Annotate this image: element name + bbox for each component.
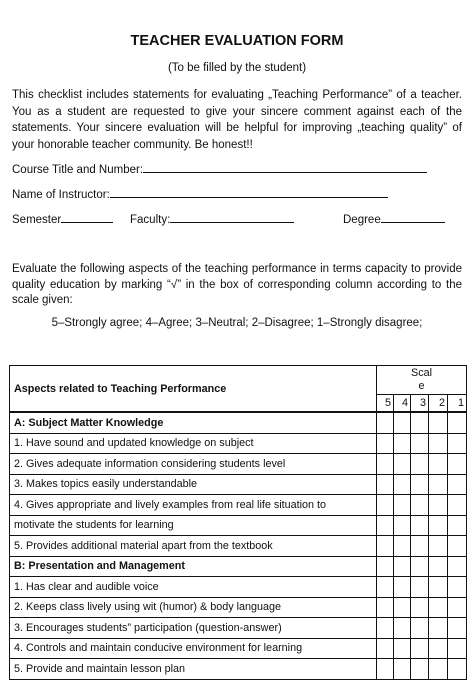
rating-cell[interactable] xyxy=(448,638,467,659)
rating-cell[interactable] xyxy=(394,495,411,516)
course-field[interactable] xyxy=(12,161,427,176)
rating-cell[interactable] xyxy=(448,577,467,598)
scale-value: 4 xyxy=(394,395,411,413)
rating-cell[interactable] xyxy=(429,597,448,618)
table-row xyxy=(10,638,467,659)
rating-cell[interactable] xyxy=(448,454,467,475)
item-label: 3. Encourages students” participation (question-answer) xyxy=(10,618,377,639)
rating-cell[interactable] xyxy=(411,659,429,680)
scale-value: 5 xyxy=(377,395,394,413)
rating-cell[interactable] xyxy=(377,577,394,598)
section-row xyxy=(10,556,467,577)
scale-header xyxy=(377,366,467,395)
item-label: 2. Keeps class lively using wit (humor) & body language xyxy=(10,597,377,618)
rating-cell[interactable] xyxy=(429,556,448,577)
rating-cell[interactable] xyxy=(377,412,394,433)
rating-cell[interactable] xyxy=(411,454,429,475)
rating-cell[interactable] xyxy=(377,474,394,495)
rating-cell[interactable] xyxy=(377,433,394,454)
rating-cell[interactable] xyxy=(394,454,411,475)
rating-cell[interactable] xyxy=(411,597,429,618)
rating-cell[interactable] xyxy=(448,433,467,454)
rating-cell[interactable] xyxy=(394,412,411,433)
table-header-row xyxy=(10,366,467,395)
rating-cell[interactable] xyxy=(448,495,467,516)
rating-cell[interactable] xyxy=(448,412,467,433)
rating-cell[interactable] xyxy=(448,474,467,495)
rating-cell[interactable] xyxy=(429,618,448,639)
course-line[interactable] xyxy=(143,161,427,173)
rating-cell[interactable] xyxy=(411,577,429,598)
rating-cell[interactable] xyxy=(394,556,411,577)
item-label: motivate the students for learning xyxy=(10,515,377,536)
scale-value: 1 xyxy=(448,395,467,413)
rating-cell[interactable] xyxy=(411,536,429,557)
rating-cell[interactable] xyxy=(448,618,467,639)
scale-legend: 5–Strongly agree; 4–Agree; 3–Neutral; 2–Disagree; 1–Strongly disagree; xyxy=(51,317,423,329)
rating-cell[interactable] xyxy=(377,454,394,475)
item-label: 4. Gives appropriate and lively examples from real life situation to xyxy=(10,495,377,516)
degree-line[interactable] xyxy=(381,211,445,223)
rating-cell[interactable] xyxy=(377,638,394,659)
rating-cell[interactable] xyxy=(448,536,467,557)
rating-cell[interactable] xyxy=(429,412,448,433)
rating-cell[interactable] xyxy=(411,618,429,639)
rating-cell[interactable] xyxy=(394,638,411,659)
rating-cell[interactable] xyxy=(394,659,411,680)
section-a-title: A: Subject Matter Knowledge xyxy=(10,412,377,433)
table-row xyxy=(10,536,467,557)
faculty-label: Faculty: xyxy=(130,214,171,226)
rating-cell[interactable] xyxy=(429,495,448,516)
semester-label: Semester xyxy=(12,214,62,226)
rating-cell[interactable] xyxy=(377,515,394,536)
faculty-line[interactable] xyxy=(170,211,294,223)
section-b-title: B: Presentation and Management xyxy=(10,556,377,577)
item-label: 5. Provides additional material apart from the textbook xyxy=(10,536,377,557)
rating-cell[interactable] xyxy=(377,618,394,639)
rating-cell[interactable] xyxy=(448,659,467,680)
section-row xyxy=(10,412,467,433)
table-row xyxy=(10,577,467,598)
item-label: 1. Has clear and audible voice xyxy=(10,577,377,598)
table-row xyxy=(10,433,467,454)
semester-line[interactable] xyxy=(61,211,113,223)
scale-value: 2 xyxy=(429,395,448,413)
rating-cell[interactable] xyxy=(377,495,394,516)
rating-cell[interactable] xyxy=(429,577,448,598)
rating-cell[interactable] xyxy=(394,618,411,639)
item-label: 1. Have sound and updated knowledge on subject xyxy=(10,433,377,454)
rating-cell[interactable] xyxy=(448,556,467,577)
scale-header-line1: Scal xyxy=(411,367,433,379)
degree-field[interactable] xyxy=(343,211,445,226)
table-row xyxy=(10,474,467,495)
rating-cell[interactable] xyxy=(394,515,411,536)
scale-header-line2: e xyxy=(418,380,425,392)
rating-cell[interactable] xyxy=(411,433,429,454)
scale-value: 3 xyxy=(411,395,429,413)
rating-cell[interactable] xyxy=(448,597,467,618)
item-label: 4. Controls and maintain conducive environment for learning xyxy=(10,638,377,659)
aspect-header: Aspects related to Teaching Performance xyxy=(10,366,377,413)
rating-cell[interactable] xyxy=(429,536,448,557)
item-label: 2. Gives adequate information considering students level xyxy=(10,454,377,475)
rating-cell[interactable] xyxy=(394,577,411,598)
rating-cell[interactable] xyxy=(377,597,394,618)
instructor-label: Name of Instructor: xyxy=(12,189,110,201)
rating-cell[interactable] xyxy=(429,454,448,475)
rating-cell[interactable] xyxy=(394,474,411,495)
evaluation-table xyxy=(9,365,467,680)
rating-cell[interactable] xyxy=(377,659,394,680)
course-label: Course Title and Number: xyxy=(12,164,144,176)
rating-cell[interactable] xyxy=(394,536,411,557)
form-title: TEACHER EVALUATION FORM xyxy=(130,33,344,49)
rating-cell[interactable] xyxy=(429,515,448,536)
rating-cell[interactable] xyxy=(394,597,411,618)
table-row xyxy=(10,495,467,516)
form-subtitle: (To be filled by the student) xyxy=(167,62,307,74)
item-label: 5. Provide and maintain lesson plan xyxy=(10,659,377,680)
rating-cell[interactable] xyxy=(429,433,448,454)
rating-cell[interactable] xyxy=(394,433,411,454)
faculty-field[interactable] xyxy=(130,211,294,226)
instructor-field[interactable] xyxy=(12,186,388,201)
rating-cell[interactable] xyxy=(411,474,429,495)
table-row xyxy=(10,659,467,680)
rating-cell[interactable] xyxy=(411,556,429,577)
instructions-paragraph: Evaluate the following aspects of the teaching performance in terms capacity to provide quality education by marking “√” in the box of corresponding column according to the scale given: xyxy=(12,263,462,306)
rating-cell[interactable] xyxy=(429,474,448,495)
table-row xyxy=(10,515,467,536)
table-row xyxy=(10,618,467,639)
rating-cell[interactable] xyxy=(411,515,429,536)
rating-cell[interactable] xyxy=(411,412,429,433)
intro-paragraph: This checklist includes statements for evaluating „Teaching Performance” of a teacher. You as a student are requested to give your sincere comment against each of the statements. Your sincere evaluation will be helpful for improving „teaching quality” of your honorable teacher community. Be honest!! xyxy=(12,89,462,151)
degree-label: Degree xyxy=(343,214,381,226)
item-label: 3. Makes topics easily understandable xyxy=(10,474,377,495)
rating-cell[interactable] xyxy=(429,638,448,659)
instructor-line[interactable] xyxy=(110,186,388,198)
rating-cell[interactable] xyxy=(377,556,394,577)
rating-cell[interactable] xyxy=(377,536,394,557)
rating-cell[interactable] xyxy=(429,659,448,680)
rating-cell[interactable] xyxy=(448,515,467,536)
rating-cell[interactable] xyxy=(411,495,429,516)
table-row xyxy=(10,597,467,618)
table-row xyxy=(10,454,467,475)
semester-field[interactable] xyxy=(12,211,113,226)
rating-cell[interactable] xyxy=(411,638,429,659)
